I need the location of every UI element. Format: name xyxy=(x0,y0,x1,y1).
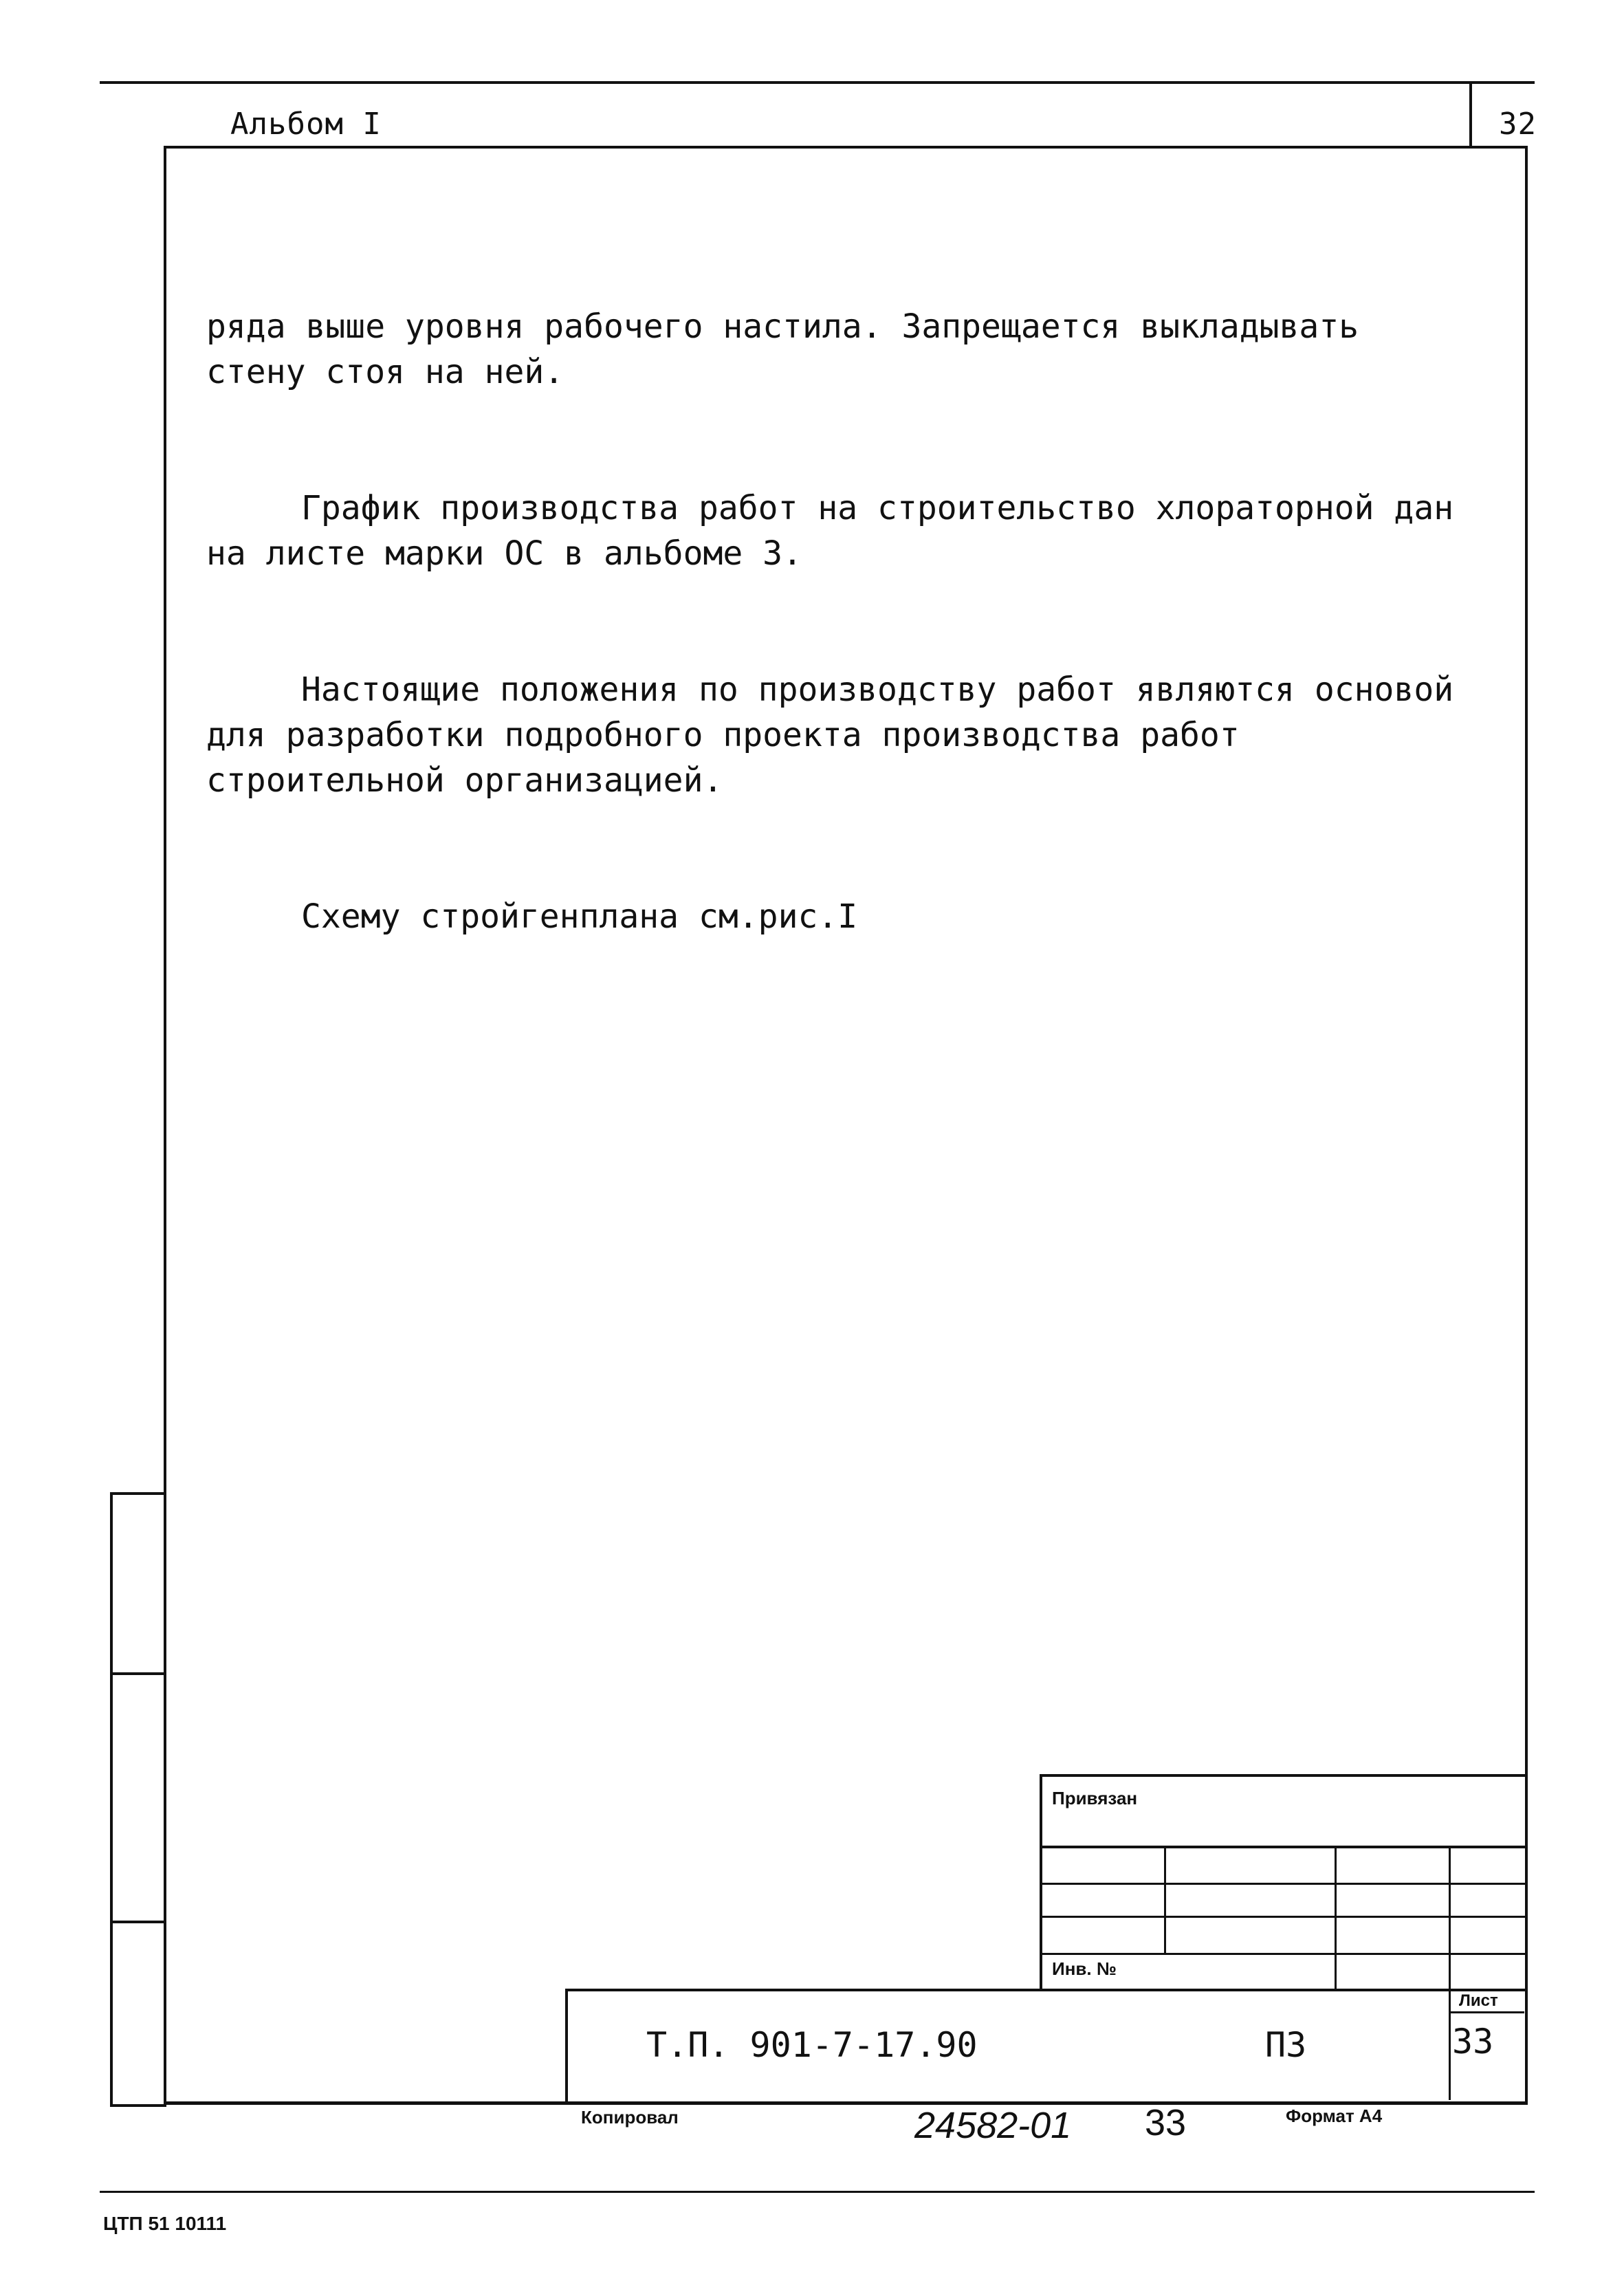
left-margin-strip xyxy=(110,1492,166,2107)
bottom-rule xyxy=(100,2191,1535,2193)
stamp-sheet-label-line xyxy=(1449,2011,1524,2013)
paragraph-1: ряда выше уровня рабочего настила. Запрещается выкладывать стену стоя на ней. xyxy=(206,307,1379,391)
sheet-number: 33 xyxy=(1452,2022,1494,2062)
paragraph-2: График производства работ на строительство хлораторной дан на листе марки ОС в альбоме 3. xyxy=(206,489,1474,573)
privyazan-col-line-3 xyxy=(1449,1846,1451,1989)
print-code: ЦТП 51 10111 xyxy=(103,2213,227,2234)
privyazan-col-line-2 xyxy=(1335,1846,1337,1989)
privyazan-row-line-3 xyxy=(1040,1916,1525,1918)
stamp-sheet-divider xyxy=(1449,1989,1451,2100)
privyazan-row-line-2 xyxy=(1040,1883,1525,1885)
privyazan-col-line-1 xyxy=(1164,1846,1166,1953)
left-strip-divider-1 xyxy=(110,1672,165,1675)
page-number: 32 xyxy=(1499,107,1537,142)
order-number: 24582-01 xyxy=(914,2105,1072,2146)
header-page-divider xyxy=(1469,81,1472,149)
paragraph-4: Схему стройгенплана см.рис.I xyxy=(301,897,858,936)
privyazan-label: Привязан xyxy=(1052,1788,1138,1808)
inv-number-label: Инв. № xyxy=(1052,1958,1117,1979)
section-code: ПЗ xyxy=(1265,2025,1307,2065)
body-text xyxy=(206,213,1474,985)
left-strip-divider-2 xyxy=(110,1921,165,1923)
document-code: Т.П. 901-7-17.90 xyxy=(646,2025,978,2065)
privyazan-row-line-4 xyxy=(1040,1953,1525,1955)
album-title: Альбом I xyxy=(230,107,382,142)
sheet-label: Лист xyxy=(1459,1991,1498,2010)
privyazan-row-line-1 xyxy=(1040,1846,1525,1848)
copied-label: Копировал xyxy=(581,2107,679,2128)
paragraph-3: Настоящие положения по производству работ являются основой для разработки подробного проекта производства работ строительной организацией. xyxy=(206,670,1474,800)
format-label: Формат А4 xyxy=(1286,2106,1383,2126)
handwritten-sheet-number: 33 xyxy=(1145,2102,1187,2143)
header-top-rule xyxy=(100,81,1535,84)
